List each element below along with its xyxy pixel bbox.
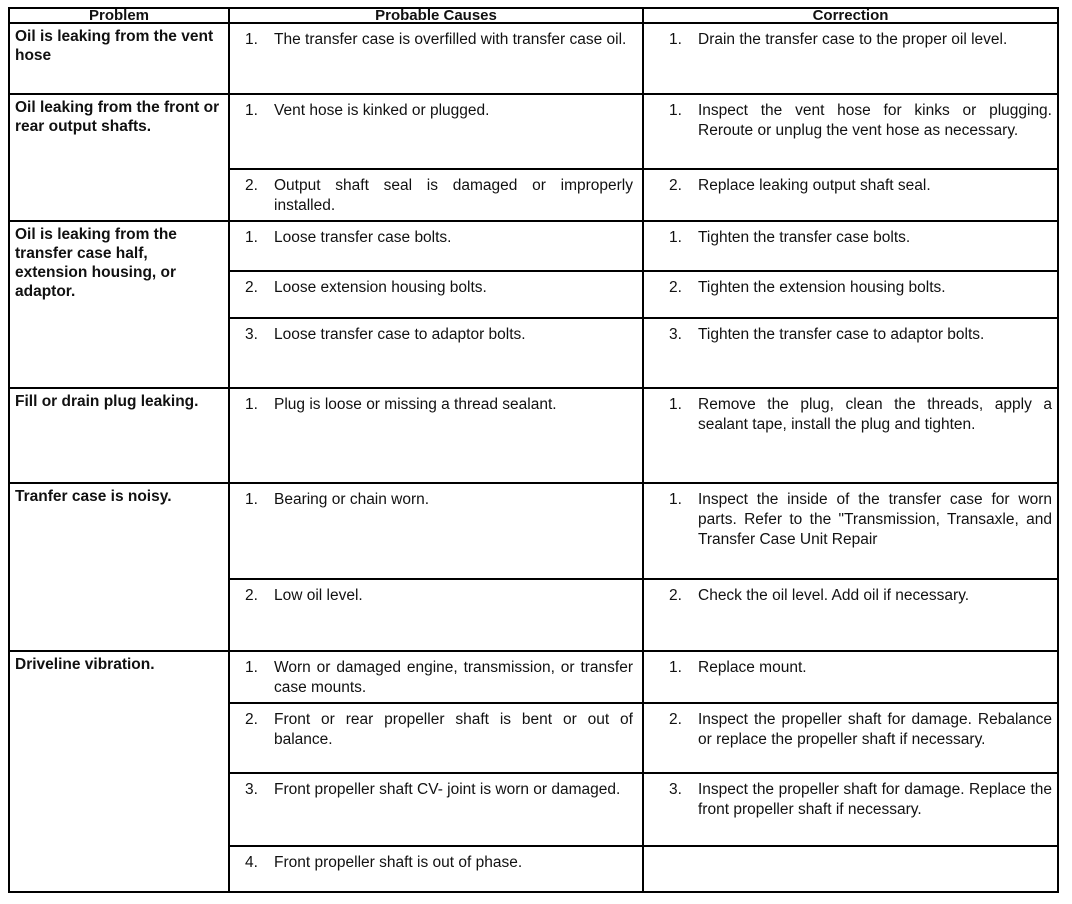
cause-text: Plug is loose or missing a thread sealant.: [274, 396, 557, 413]
correction-cell: [643, 23, 1058, 94]
correction-cell: [643, 169, 1058, 221]
cause-cell: [229, 579, 643, 651]
correction-cell: [643, 579, 1058, 651]
table-row: [9, 388, 1058, 483]
correction-number: 1.: [669, 659, 682, 676]
correction-number: 2.: [669, 177, 682, 194]
header-probable-causes: Probable Causes: [229, 8, 643, 23]
problem-cell: Oil is leaking from the transfer case half, extension housing, or adaptor.: [9, 221, 229, 388]
problem-cell: Driveline vibration.: [9, 651, 229, 892]
correction-text: Tighten the transfer case to adaptor bolts.: [698, 326, 985, 343]
troubleshooting-document: [8, 7, 1057, 893]
header-correction: Correction: [643, 8, 1058, 23]
cause-number: 4.: [245, 854, 258, 871]
cause-text: Loose extension housing bolts.: [274, 279, 487, 296]
cause-number: 2.: [245, 279, 258, 296]
cause-cell: [229, 318, 643, 388]
cause-text: Loose transfer case to adaptor bolts.: [274, 326, 526, 343]
correction-cell: [643, 94, 1058, 169]
correction-cell: [643, 703, 1058, 773]
correction-number: 2.: [669, 711, 682, 728]
correction-text: Inspect the propeller shaft for damage. Replace the front propeller shaft if necessary.: [698, 781, 1052, 818]
troubleshooting-table: [8, 7, 1059, 893]
problem-cell: Fill or drain plug leaking.: [9, 388, 229, 483]
cause-cell: [229, 483, 643, 579]
cause-cell: [229, 169, 643, 221]
correction-text: Inspect the propeller shaft for damage. Rebalance or replace the propeller shaft if necessary.: [698, 711, 1052, 748]
cause-text: Front or rear propeller shaft is bent or out of balance.: [274, 711, 633, 748]
correction-number: 1.: [669, 31, 682, 48]
cause-cell: [229, 94, 643, 169]
cause-number: 1.: [245, 229, 258, 246]
correction-text: Check the oil level. Add oil if necessary.: [698, 587, 970, 604]
cause-number: 2.: [245, 711, 258, 728]
correction-number: 1.: [669, 491, 682, 508]
cause-cell: [229, 23, 643, 94]
cause-cell: [229, 846, 643, 892]
correction-cell: [643, 318, 1058, 388]
cause-cell: [229, 271, 643, 318]
correction-text: Tighten the transfer case bolts.: [698, 229, 911, 246]
cause-number: 2.: [245, 587, 258, 604]
correction-text: Replace leaking output shaft seal.: [698, 177, 931, 194]
cause-cell: [229, 221, 643, 271]
cause-cell: [229, 651, 643, 703]
cause-text: Bearing or chain worn.: [274, 491, 430, 508]
correction-text: Inspect the vent hose for kinks or plugging. Reroute or unplug the vent hose as necessary.: [698, 102, 1052, 139]
table-row: [9, 221, 1058, 271]
cause-number: 1.: [245, 396, 258, 413]
cause-cell: [229, 773, 643, 846]
cause-number: 2.: [245, 177, 258, 194]
cause-cell: [229, 388, 643, 483]
correction-cell: [643, 221, 1058, 271]
problem-cell: Oil leaking from the front or rear output shafts.: [9, 94, 229, 221]
cause-text: Low oil level.: [274, 587, 363, 604]
correction-cell: [643, 388, 1058, 483]
correction-cell: [643, 773, 1058, 846]
table-row: [9, 23, 1058, 94]
correction-text: Drain the transfer case to the proper oil level.: [698, 31, 1008, 48]
cause-number: 1.: [245, 31, 258, 48]
table-row: [9, 651, 1058, 703]
header-row: [9, 8, 1058, 23]
correction-cell-empty: [643, 846, 1058, 892]
header-problem: Problem: [9, 8, 229, 23]
correction-cell: [643, 271, 1058, 318]
correction-cell: [643, 651, 1058, 703]
cause-text: Front propeller shaft is out of phase.: [274, 854, 523, 871]
cause-text: The transfer case is overfilled with transfer case oil.: [274, 31, 627, 48]
correction-text: Inspect the inside of the transfer case for worn parts. Refer to the "Transmission, Transaxle, and Transfer Case Unit Repair: [698, 491, 1052, 548]
cause-text: Vent hose is kinked or plugged.: [274, 102, 490, 119]
problem-cell: Tranfer case is noisy.: [9, 483, 229, 651]
correction-number: 1.: [669, 102, 682, 119]
correction-number: 1.: [669, 396, 682, 413]
cause-number: 1.: [245, 102, 258, 119]
cause-text: Worn or damaged engine, transmission, or transfer case mounts.: [274, 659, 633, 696]
cause-number: 3.: [245, 781, 258, 798]
correction-text: Replace mount.: [698, 659, 807, 676]
correction-number: 2.: [669, 279, 682, 296]
correction-number: 3.: [669, 326, 682, 343]
correction-number: 1.: [669, 229, 682, 246]
cause-cell: [229, 703, 643, 773]
cause-text: Output shaft seal is damaged or improperly installed.: [274, 177, 633, 214]
table-row: [9, 483, 1058, 579]
correction-text: Tighten the extension housing bolts.: [698, 279, 946, 296]
problem-cell: Oil is leaking from the vent hose: [9, 23, 229, 94]
table-row: [9, 94, 1058, 169]
correction-number: 2.: [669, 587, 682, 604]
cause-number: 1.: [245, 659, 258, 676]
cause-number: 3.: [245, 326, 258, 343]
cause-number: 1.: [245, 491, 258, 508]
correction-cell: [643, 483, 1058, 579]
cause-text: Front propeller shaft CV- joint is worn or damaged.: [274, 781, 621, 798]
cause-text: Loose transfer case bolts.: [274, 229, 452, 246]
correction-text: Remove the plug, clean the threads, apply a sealant tape, install the plug and tighten.: [698, 396, 1052, 433]
correction-number: 3.: [669, 781, 682, 798]
